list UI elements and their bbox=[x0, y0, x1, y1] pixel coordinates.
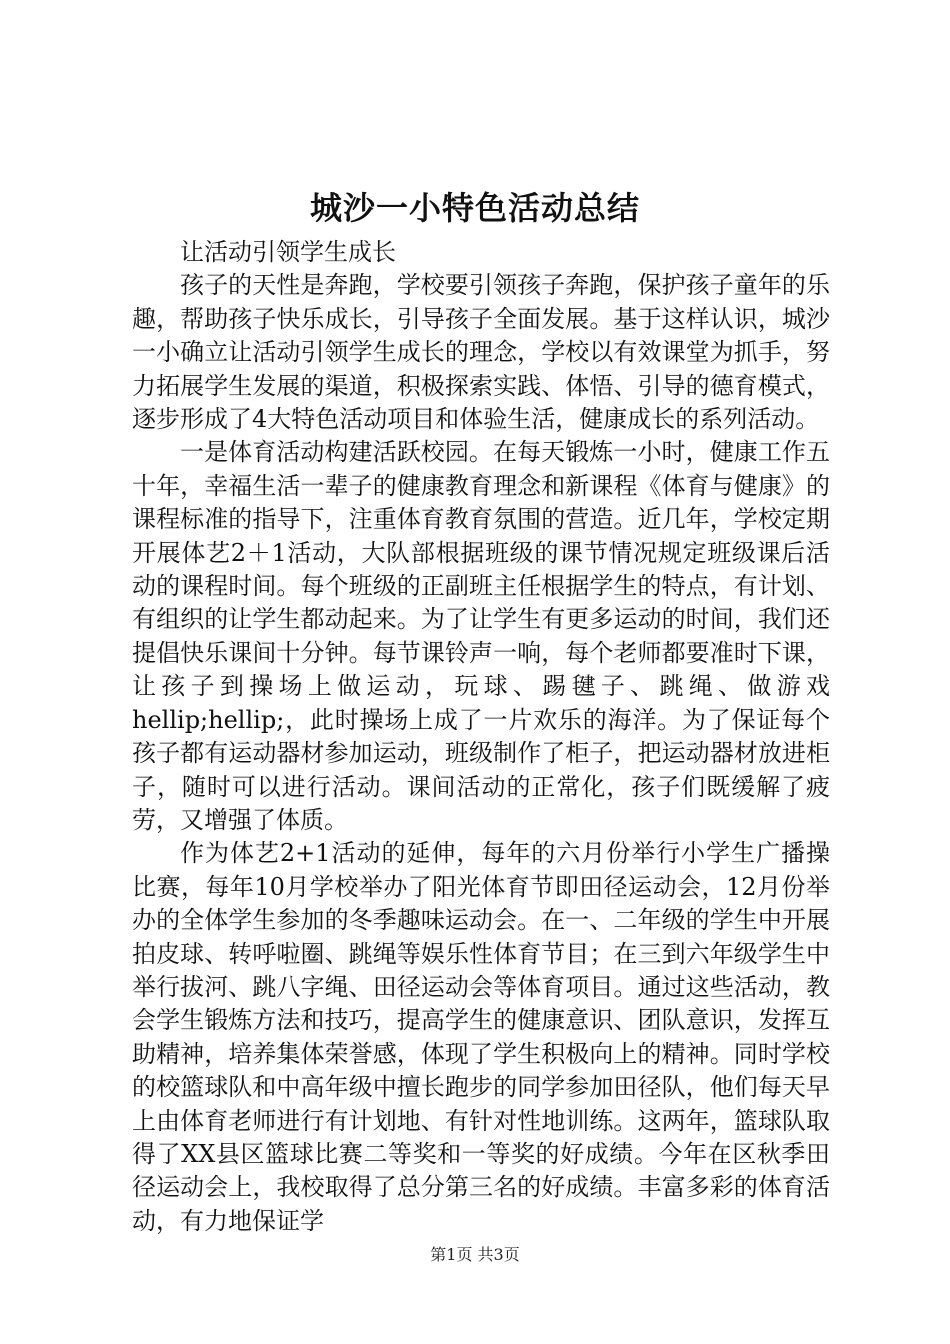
page-number: 第1页 共3页 bbox=[430, 1245, 520, 1264]
paragraph-intro: 孩子的天性是奔跑，学校要引领孩子奔跑，保护孩子童年的乐趣，帮助孩子快乐成长，引导孩子全面发展。基于这样认识，城沙一小确立让活动引领学生成长的理念，学校以有效课堂为抓手，努力拓展学生发展的渠道，积极探索实践、体悟、引导的德育模式，逐步形成了4大特色活动项目和体验生活，健康成长的系列活动。 bbox=[132, 271, 830, 434]
paragraph-subtitle: 让活动引领学生成长 bbox=[180, 238, 396, 266]
document-body bbox=[132, 236, 830, 1238]
document-title: 城沙一小特色活动总结 bbox=[309, 189, 640, 227]
paragraph-sports: 一是体育活动构建活跃校园。在每天锻炼一小时，健康工作五十年，幸福生活一辈子的健康教育理念和新课程《体育与健康》的课程标准的指导下，注重体育教育氛围的营造。近几年，学校定期开展体艺2＋1活动，大队部根据班级的课节情况规定班级课后活动的课程时间。每个班级的正副班主任根据学生的特点，有计划、有组织的让学生都动起来。为了让学生有更多运动的时间，我们还提倡快乐课间十分钟。每节课铃声一响，每个老师都要准时下课，让孩子到操场上做运动，玩球、踢毽子、跳绳、做游戏hellip;hellip;，此时操场上成了一片欢乐的海洋。为了保证每个孩子都有运动器材参加运动，班级制作了柜子，把运动器材放进柜子，随时可以进行活动。课间活动的正常化，孩子们既缓解了疲劳，又增强了体质。 bbox=[132, 438, 830, 834]
paragraph-events: 作为体艺2+1活动的延伸，每年的六月份举行小学生广播操比赛，每年10月学校举办了阳光体育节即田径运动会，12月份举办的全体学生参加的冬季趣味运动会。在一、二年级的学生中开展拍皮球、转呼啦圈、跳绳等娱乐性体育节目；在三到六年级学生中举行拔河、跳八字绳、田径运动会等体育项目。通过这些活动，教会学生锻炼方法和技巧，提高学生的健康意识、团队意识，发挥互助精神，培养集体荣誉感，体现了学生积极向上的精神。同时学校的校篮球队和中高年级中擅长跑步的同学参加田径队，他们每天早上由体育老师进行有计划地、有针对性地训练。这两年，篮球队取得了XX县区篮球比赛二等奖和一等奖的好成绩。今年在区秋季田径运动会上，我校取得了总分第三名的好成绩。丰富多彩的体育活动，有力地保证学 bbox=[132, 839, 830, 1235]
